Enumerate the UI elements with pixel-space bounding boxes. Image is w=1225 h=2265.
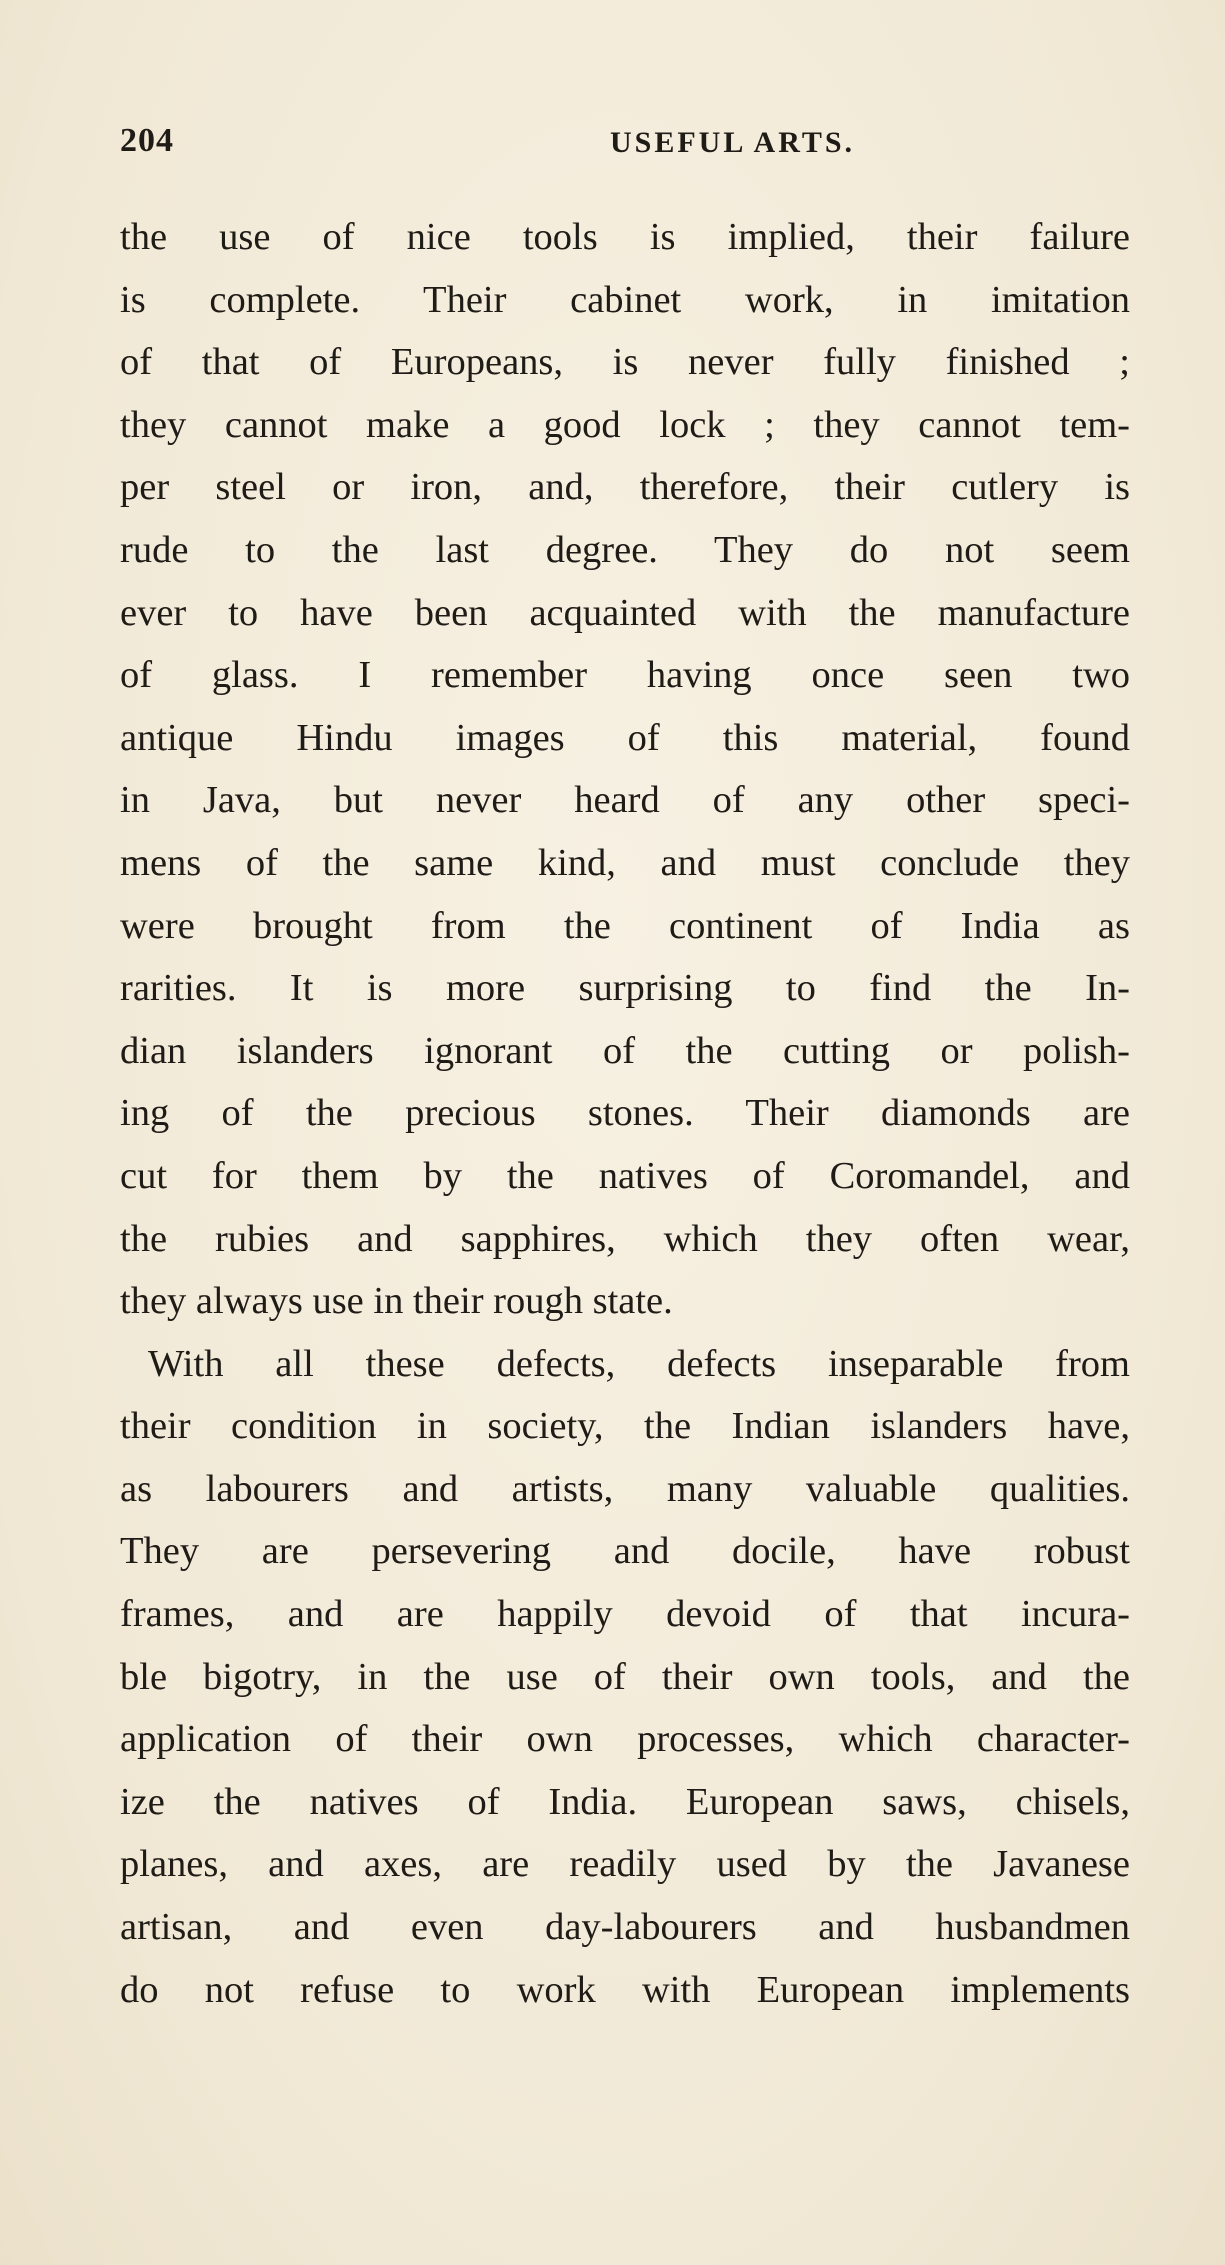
text-line: of glass. I remember having once seen two bbox=[120, 654, 1130, 697]
text-line: rarities. It is more surprising to find the In- bbox=[120, 967, 1130, 1010]
text-line: cut for them by the natives of Coromandel, and bbox=[120, 1154, 1130, 1197]
text-line: mens of the same kind, and must conclude they bbox=[120, 841, 1130, 884]
text-line: do not refuse to work with European implements bbox=[120, 1968, 1130, 2011]
text-line: were brought from the continent of India as bbox=[120, 904, 1130, 947]
text-line: planes, and axes, are readily used by the Javanese bbox=[120, 1843, 1130, 1886]
running-head: USEFUL ARTS. bbox=[610, 126, 856, 159]
text-line: dian islanders ignorant of the cutting or polish- bbox=[120, 1029, 1130, 1072]
text-line: their condition in society, the Indian islanders have, bbox=[120, 1405, 1130, 1448]
text-line: ing of the precious stones. Their diamonds are bbox=[120, 1092, 1130, 1135]
text-line: per steel or iron, and, therefore, their cutlery is bbox=[120, 466, 1130, 509]
text-line: in Java, but never heard of any other speci- bbox=[120, 779, 1130, 822]
body-text bbox=[120, 206, 1130, 2021]
page-header bbox=[120, 122, 1130, 172]
text-line: rude to the last degree. They do not seem bbox=[120, 528, 1130, 571]
text-line: ble bigotry, in the use of their own tools, and the bbox=[120, 1655, 1130, 1698]
paragraph-end-line: they always use in their rough state. bbox=[120, 1280, 673, 1323]
text-line: They are persevering and docile, have robust bbox=[120, 1530, 1130, 1573]
text-line: application of their own processes, which character- bbox=[120, 1718, 1130, 1761]
page-number: 204 bbox=[120, 122, 174, 159]
paragraph-start-line: With all these defects, defects inseparable from bbox=[148, 1342, 1130, 1385]
text-line: ize the natives of India. European saws, chisels, bbox=[120, 1780, 1130, 1823]
text-line: of that of Europeans, is never fully finished ; bbox=[120, 341, 1130, 384]
text-line: they cannot make a good lock ; they cannot tem- bbox=[120, 403, 1130, 446]
text-line: the use of nice tools is implied, their failure bbox=[120, 216, 1130, 258]
text-line: antique Hindu images of this material, found bbox=[120, 716, 1130, 759]
text-line: frames, and are happily devoid of that incura- bbox=[120, 1593, 1130, 1636]
text-line: as labourers and artists, many valuable qualities. bbox=[120, 1467, 1130, 1510]
text-line: is complete. Their cabinet work, in imitation bbox=[120, 278, 1130, 321]
text-line: artisan, and even day-labourers and husbandmen bbox=[120, 1906, 1130, 1949]
text-line: ever to have been acquainted with the manufacture bbox=[120, 591, 1130, 634]
text-line: the rubies and sapphires, which they often wear, bbox=[120, 1217, 1130, 1260]
